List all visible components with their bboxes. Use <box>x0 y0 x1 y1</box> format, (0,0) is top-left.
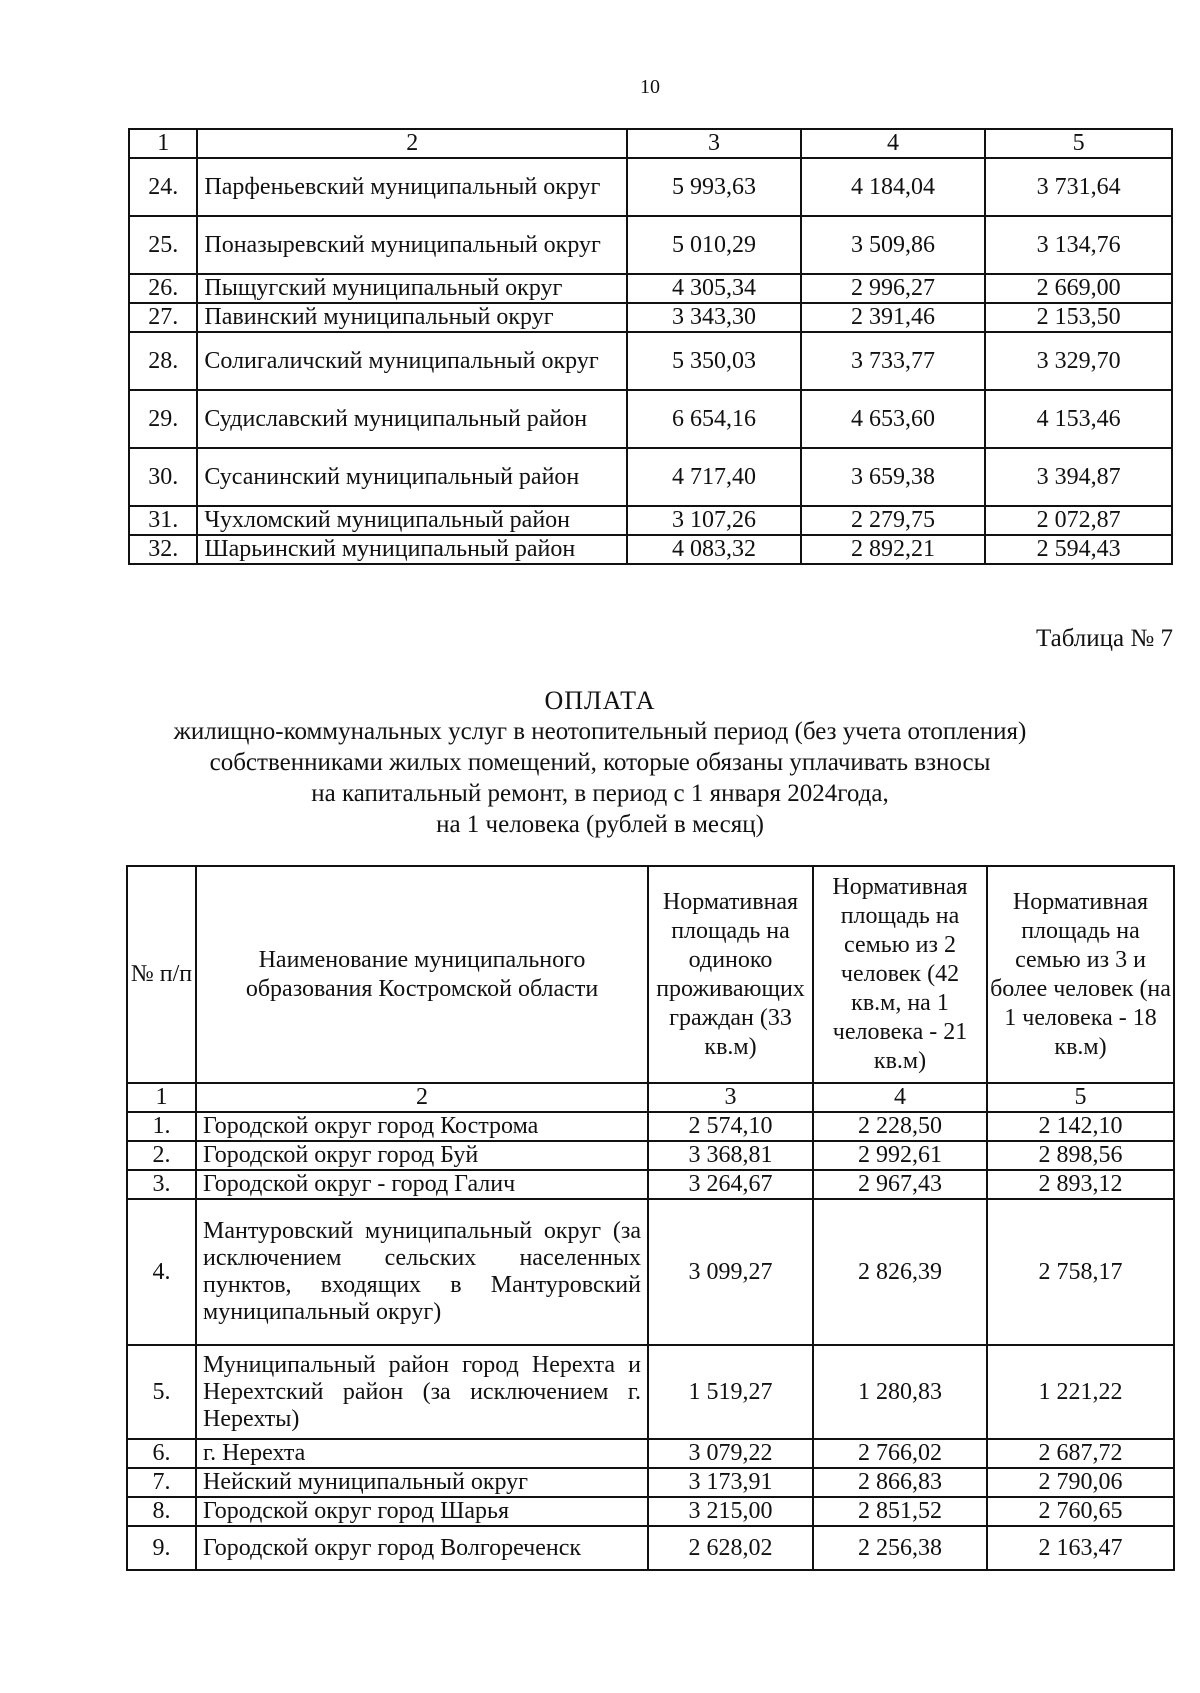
row-name: Нейский муниципальный округ <box>196 1468 648 1497</box>
row-value: 5 350,03 <box>627 332 801 390</box>
col-number: 4 <box>813 1083 987 1112</box>
row-number: 26. <box>129 274 197 303</box>
row-name: Павинский муниципальный округ <box>197 303 627 332</box>
row-value: 3 079,22 <box>648 1439 813 1468</box>
col-number: 1 <box>129 129 197 158</box>
row-name: Сусанинский муниципальный район <box>197 448 627 506</box>
table-row <box>129 390 1172 448</box>
row-value: 3 329,70 <box>985 332 1172 390</box>
document-heading <box>0 685 1200 840</box>
row-number: 5. <box>127 1345 196 1439</box>
table-row <box>127 1497 1174 1526</box>
row-number: 25. <box>129 216 197 274</box>
table-row <box>129 535 1172 564</box>
heading-line: на капитальный ремонт, в период с 1 января 2024года, <box>311 780 889 807</box>
row-name: Городской округ город Волгореченск <box>196 1526 648 1570</box>
row-value: 2 142,10 <box>987 1112 1174 1141</box>
table-row <box>127 1083 1174 1112</box>
row-value: 2 279,75 <box>801 506 986 535</box>
row-name: Поназыревский муниципальный округ <box>197 216 627 274</box>
row-value: 3 215,00 <box>648 1497 813 1526</box>
row-value: 5 010,29 <box>627 216 801 274</box>
row-value: 3 173,91 <box>648 1468 813 1497</box>
row-number: 29. <box>129 390 197 448</box>
row-value: 2 256,38 <box>813 1526 987 1570</box>
row-value: 3 659,38 <box>801 448 986 506</box>
heading-line: жилищно-коммунальных услуг в неотопительный период (без учета отопления) <box>173 718 1027 745</box>
row-number: 3. <box>127 1170 196 1199</box>
header-name: Наименование муниципального образования Костромской области <box>196 866 648 1083</box>
row-number: 32. <box>129 535 197 564</box>
row-number: 30. <box>129 448 197 506</box>
col-number: 2 <box>196 1083 648 1112</box>
row-value: 1 280,83 <box>813 1345 987 1439</box>
row-value: 2 574,10 <box>648 1112 813 1141</box>
row-name: Парфеньевский муниципальный округ <box>197 158 627 216</box>
row-value: 3 733,77 <box>801 332 986 390</box>
row-value: 2 851,52 <box>813 1497 987 1526</box>
table-row <box>129 332 1172 390</box>
row-value: 3 509,86 <box>801 216 986 274</box>
header-number: № п/п <box>127 866 196 1083</box>
col-number: 2 <box>197 129 627 158</box>
row-value: 3 107,26 <box>627 506 801 535</box>
row-value: 1 519,27 <box>648 1345 813 1439</box>
row-value: 2 967,43 <box>813 1170 987 1199</box>
row-number: 24. <box>129 158 197 216</box>
row-value: 4 653,60 <box>801 390 986 448</box>
row-value: 2 669,00 <box>985 274 1172 303</box>
col-number: 5 <box>987 1083 1174 1112</box>
header-family-2: Нормативная площадь на семью из 2 человек (42 кв.м, на 1 человека - 21 кв.м) <box>813 866 987 1083</box>
row-value: 2 163,47 <box>987 1526 1174 1570</box>
row-number: 6. <box>127 1439 196 1468</box>
col-number: 3 <box>648 1083 813 1112</box>
row-number: 27. <box>129 303 197 332</box>
table-header-row <box>127 866 1174 1083</box>
row-value: 1 221,22 <box>987 1345 1174 1439</box>
row-value: 2 992,61 <box>813 1141 987 1170</box>
table-main <box>126 865 1175 1571</box>
row-value: 3 099,27 <box>648 1199 813 1345</box>
row-value: 2 826,39 <box>813 1199 987 1345</box>
table-row <box>127 1345 1174 1439</box>
row-value: 3 394,87 <box>985 448 1172 506</box>
row-value: 4 717,40 <box>627 448 801 506</box>
col-number: 3 <box>627 129 801 158</box>
row-name: Мантуровский муниципальный округ (за исключением сельских населенных пунктов, входящих в Мантуровский муниципальный округ) <box>196 1199 648 1345</box>
row-name: Муниципальный район город Нерехта и Нерехтский район (за исключением г. Нерехты) <box>196 1345 648 1439</box>
row-name: Чухломский муниципальный район <box>197 506 627 535</box>
col-number: 4 <box>801 129 986 158</box>
table-row <box>127 1112 1174 1141</box>
row-name: Пыщугский муниципальный округ <box>197 274 627 303</box>
row-value: 4 305,34 <box>627 274 801 303</box>
row-name: Судиславский муниципальный район <box>197 390 627 448</box>
table-row <box>129 303 1172 332</box>
table-row <box>127 1170 1174 1199</box>
row-value: 3 368,81 <box>648 1141 813 1170</box>
table-label: Таблица № 7 <box>1035 625 1173 652</box>
row-name: Городской округ город Кострома <box>196 1112 648 1141</box>
row-number: 31. <box>129 506 197 535</box>
table-row <box>129 216 1172 274</box>
header-family-3: Нормативная площадь на семью из 3 и более человек (на 1 человека - 18 кв.м) <box>987 866 1174 1083</box>
table-row <box>129 274 1172 303</box>
row-name: Городской округ город Шарья <box>196 1497 648 1526</box>
row-value: 2 766,02 <box>813 1439 987 1468</box>
row-number: 7. <box>127 1468 196 1497</box>
row-value: 3 134,76 <box>985 216 1172 274</box>
page-number: 10 <box>640 76 660 98</box>
row-name: Городской округ город Буй <box>196 1141 648 1170</box>
row-value: 2 790,06 <box>987 1468 1174 1497</box>
row-value: 3 343,30 <box>627 303 801 332</box>
row-name: Солигаличский муниципальный округ <box>197 332 627 390</box>
row-value: 3 264,67 <box>648 1170 813 1199</box>
row-value: 2 072,87 <box>985 506 1172 535</box>
table-row <box>127 1439 1174 1468</box>
row-number: 2. <box>127 1141 196 1170</box>
table-row <box>129 448 1172 506</box>
heading-title: ОПЛАТА <box>544 686 656 715</box>
row-number: 1. <box>127 1112 196 1141</box>
table-row <box>129 158 1172 216</box>
col-number: 5 <box>985 129 1172 158</box>
table-row <box>127 1199 1174 1345</box>
heading-line: собственниками жилых помещений, которые обязаны уплачивать взносы <box>209 749 991 776</box>
col-number: 1 <box>127 1083 196 1112</box>
table-top <box>128 128 1173 565</box>
row-value: 2 594,43 <box>985 535 1172 564</box>
row-number: 8. <box>127 1497 196 1526</box>
row-name: Городской округ - город Галич <box>196 1170 648 1199</box>
table-row <box>127 1526 1174 1570</box>
row-value: 4 184,04 <box>801 158 986 216</box>
row-value: 2 153,50 <box>985 303 1172 332</box>
row-number: 4. <box>127 1199 196 1345</box>
table-row <box>129 506 1172 535</box>
row-value: 2 628,02 <box>648 1526 813 1570</box>
heading-line: на 1 человека (рублей в месяц) <box>436 811 764 838</box>
table-row <box>127 1468 1174 1497</box>
row-name: Шарьинский муниципальный район <box>197 535 627 564</box>
row-value: 6 654,16 <box>627 390 801 448</box>
table-row <box>129 129 1172 158</box>
row-number: 28. <box>129 332 197 390</box>
row-value: 4 153,46 <box>985 390 1172 448</box>
row-value: 2 898,56 <box>987 1141 1174 1170</box>
row-name: г. Нерехта <box>196 1439 648 1468</box>
row-value: 2 758,17 <box>987 1199 1174 1345</box>
row-value: 2 866,83 <box>813 1468 987 1497</box>
row-value: 2 892,21 <box>801 535 986 564</box>
row-value: 2 893,12 <box>987 1170 1174 1199</box>
table-row <box>127 1141 1174 1170</box>
row-value: 4 083,32 <box>627 535 801 564</box>
row-value: 3 731,64 <box>985 158 1172 216</box>
row-value: 2 228,50 <box>813 1112 987 1141</box>
row-value: 2 391,46 <box>801 303 986 332</box>
row-number: 9. <box>127 1526 196 1570</box>
row-value: 5 993,63 <box>627 158 801 216</box>
row-value: 2 996,27 <box>801 274 986 303</box>
row-value: 2 687,72 <box>987 1439 1174 1468</box>
header-single: Нормативная площадь на одиноко проживающих граждан (33 кв.м) <box>648 866 813 1083</box>
row-value: 2 760,65 <box>987 1497 1174 1526</box>
